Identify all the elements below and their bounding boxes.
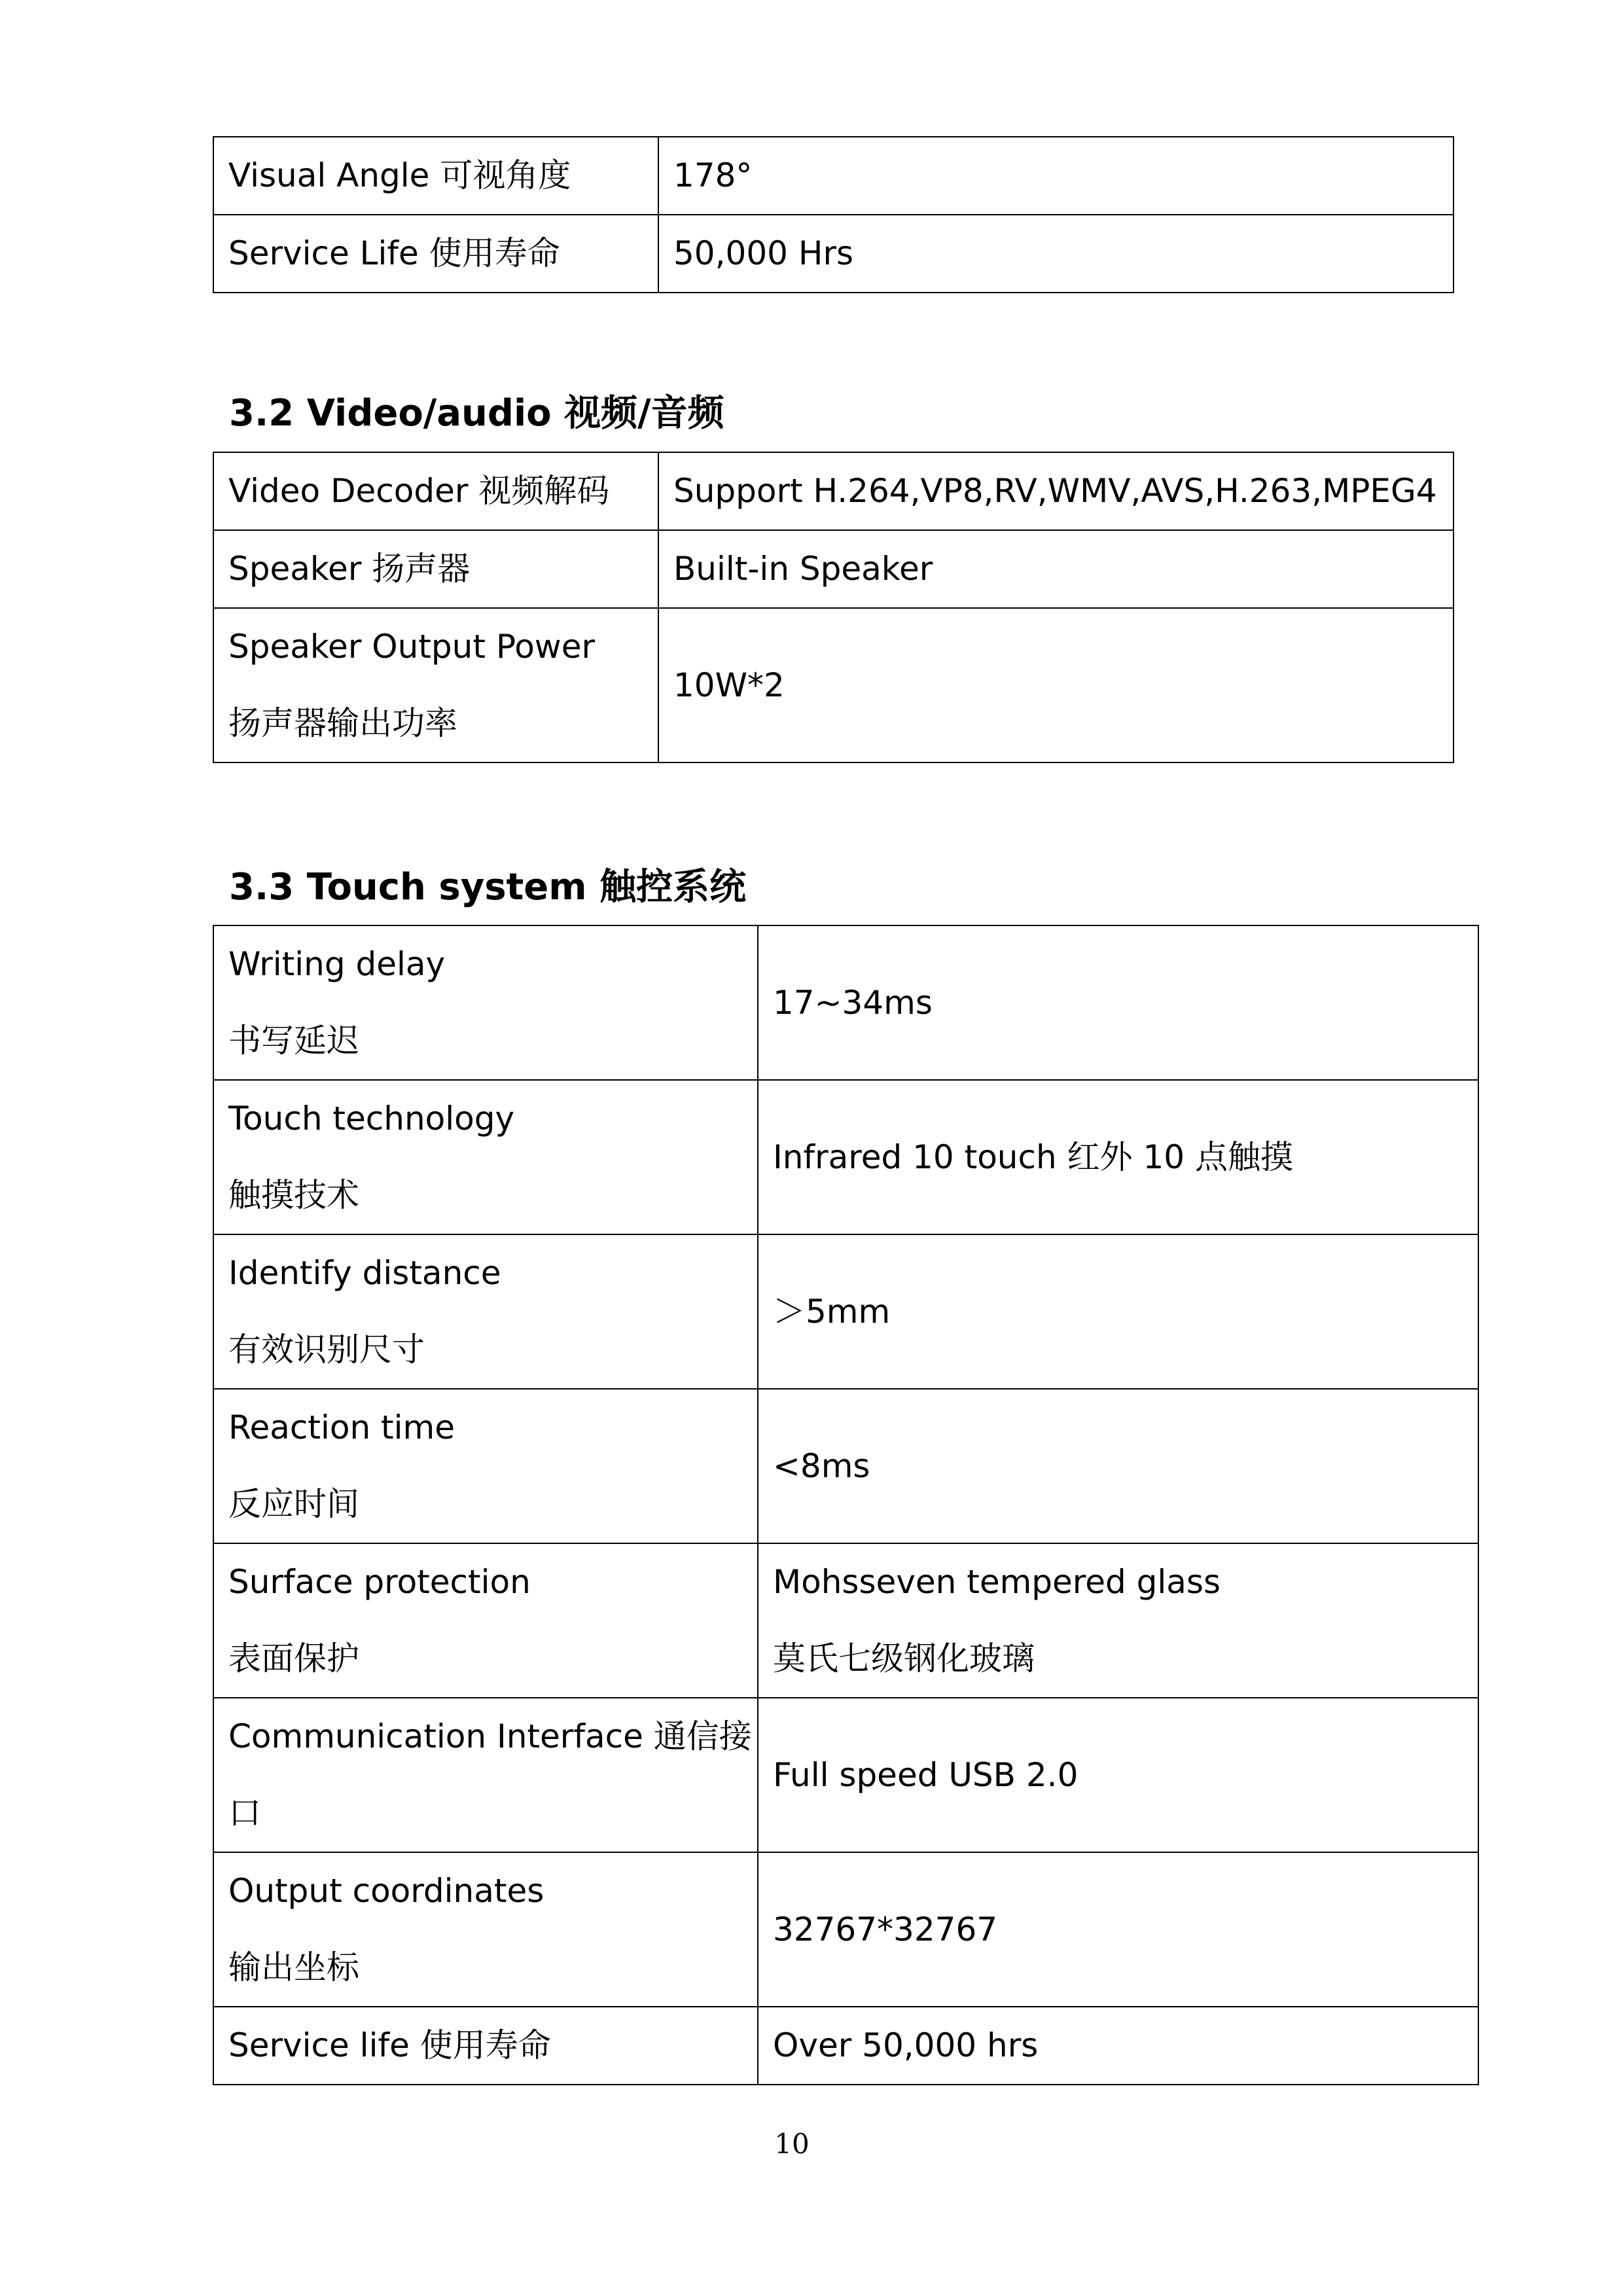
table-row (213, 530, 1454, 608)
spec-value: Over 50,000 hrs (758, 2007, 1478, 2085)
table-row (213, 1852, 1478, 2007)
spec-label-en: Surface protection (228, 1563, 531, 1601)
spec-label (213, 1698, 758, 1852)
spec-label-cn: 扬声器输出功率 (228, 704, 457, 742)
spec-value: Full speed USB 2.0 (758, 1698, 1478, 1852)
spec-value: <8ms (758, 1389, 1478, 1543)
spec-value (758, 1543, 1478, 1698)
spec-label-cn: 触摸技术 (228, 1176, 359, 1214)
spec-label-cn: 反应时间 (228, 1485, 359, 1523)
table-row (213, 1080, 1478, 1234)
spec-value: Support H.264,VP8,RV,WMV,AVS,H.263,MPEG4 (658, 452, 1454, 530)
table-row (213, 215, 1454, 293)
spec-value: 178° (658, 137, 1454, 215)
spec-label: Visual Angle 可视角度 (213, 137, 658, 215)
spec-label (213, 1234, 758, 1389)
spec-label-cn: 有效识别尺寸 (228, 1331, 425, 1369)
spec-label-cn: 表面保护 (228, 1640, 359, 1677)
spec-label-en: Speaker Output Power (228, 628, 596, 666)
table-row (213, 1389, 1478, 1543)
spec-label: Speaker 扬声器 (213, 530, 658, 608)
section-title-video-audio: 3.2 Video/audio 视频/音频 (229, 392, 724, 435)
spec-label-en: Writing delay (228, 945, 446, 983)
spec-label: Service Life 使用寿命 (213, 215, 658, 293)
page-number: 10 (774, 2128, 810, 2160)
spec-label-cn: 口 (228, 1794, 261, 1832)
spec-label (213, 608, 658, 762)
spec-label (213, 1543, 758, 1698)
spec-value: ＞5mm (758, 1234, 1478, 1389)
spec-label: Service life 使用寿命 (213, 2007, 758, 2085)
spec-label-cn: 输出坐标 (228, 1948, 359, 1986)
spec-value: Built-in Speaker (658, 530, 1454, 608)
spec-value: 50,000 Hrs (658, 215, 1454, 293)
spec-value-en: Mohsseven tempered glass (773, 1563, 1221, 1601)
table-row (213, 2007, 1478, 2085)
table-row (213, 925, 1478, 1080)
video-audio-spec-table (213, 452, 1454, 763)
spec-value-cn: 莫氏七级钢化玻璃 (773, 1640, 1035, 1677)
table-row (213, 137, 1454, 215)
spec-label-en: Reaction time (228, 1408, 455, 1446)
table-row (213, 1698, 1478, 1852)
table-row (213, 1234, 1478, 1389)
touch-system-spec-table (213, 925, 1479, 2085)
spec-label-cn: 书写延迟 (228, 1022, 359, 1060)
section-title-touch-system: 3.3 Touch system 触控系统 (229, 866, 747, 908)
table-row (213, 1543, 1478, 1698)
spec-label (213, 1080, 758, 1234)
spec-label-en: Touch technology (228, 1100, 515, 1138)
spec-value: 17~34ms (758, 925, 1478, 1080)
spec-label-en: Output coordinates (228, 1872, 544, 1910)
spec-value: 32767*32767 (758, 1852, 1478, 2007)
spec-value: Infrared 10 touch 红外 10 点触摸 (758, 1080, 1478, 1234)
spec-label: Video Decoder 视频解码 (213, 452, 658, 530)
spec-value: 10W*2 (658, 608, 1454, 762)
spec-label-en: Identify distance (228, 1254, 501, 1292)
spec-label (213, 1852, 758, 2007)
spec-label (213, 1389, 758, 1543)
table-row (213, 608, 1454, 762)
spec-label (213, 925, 758, 1080)
spec-label-en: Communication Interface 通信接 (228, 1717, 752, 1755)
display-spec-table (213, 136, 1454, 293)
table-row (213, 452, 1454, 530)
